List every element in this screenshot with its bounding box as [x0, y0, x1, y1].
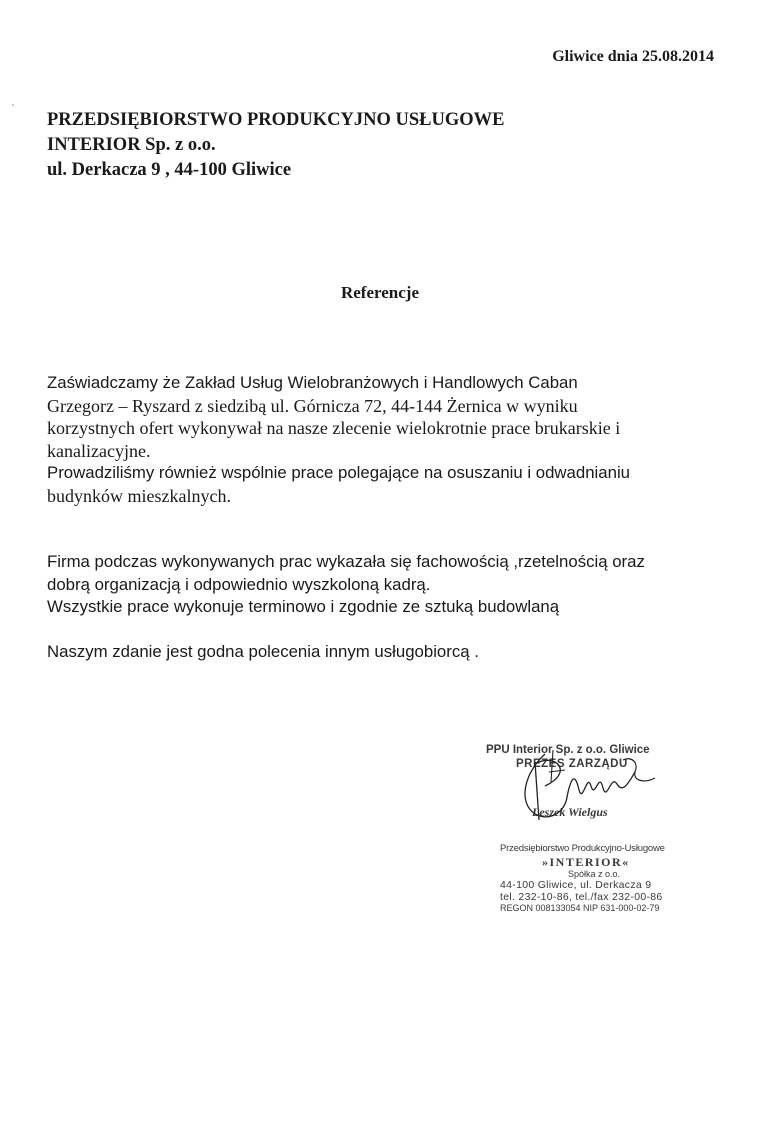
stamp-registry: REGON 008133054 NIP 631-000-02-79 — [500, 903, 660, 913]
stamp-brand: »INTERIOR« — [542, 854, 630, 869]
paragraph-3-line: Wszystkie prace wykonuje terminowo i zgodnie ze sztuką budowlaną — [47, 597, 560, 616]
stamp-phone: tel. 232-10-86, tel./fax 232-00-86 — [500, 890, 663, 903]
handwritten-signature — [505, 742, 675, 832]
paragraph-4: Naszym zdanie jest godna polecenia innym usługobiorcą . — [47, 641, 479, 661]
paragraph-1-line: korzystnych ofert wykonywał na nasze zlecenie wielokrotnie prace brukarskie i — [47, 418, 621, 438]
stamp-line: Spółka z o.o. — [568, 868, 621, 879]
document-title: Referencje — [340, 283, 420, 302]
paragraph-1-line: Grzegorz – Ryszard z siedzibą ul. Górnicza 72, 44-144 Żernica w wyniku — [47, 395, 578, 416]
company-stamp — [500, 843, 710, 915]
paragraph-1-line: kanalizacyjne. — [47, 440, 151, 461]
company-legal-name: INTERIOR Sp. z o.o. — [47, 135, 216, 155]
scan-speck — [12, 104, 14, 106]
company-name-line: PRZEDSIĘBIORSTWO PRODUKCYJNO USŁUGOWE — [47, 110, 505, 130]
stamp-name-line: Leszek Wielgus — [532, 805, 608, 819]
stamp-title-line: PREZES ZARZĄDU — [516, 758, 628, 770]
document-date: Gliwice dnia 25.08.2014 — [552, 48, 714, 65]
paragraph-3-line: Firma podczas wykonywanych prac wykazała się fachowością ,rzetelnością oraz — [47, 552, 645, 571]
company-header — [47, 108, 504, 183]
paragraph-2-line: Prowadziliśmy również wspólnie prace polegające na osuszaniu i odwadnianiu — [47, 463, 631, 482]
paragraph-3-line: dobrą organizacją i odpowiednio wyszkoloną kadrą. — [47, 574, 431, 594]
paragraph-1-line: Zaświadczamy że Zakład Usług Wielobranżowych i Handlowych Caban — [47, 373, 578, 392]
stamp-company-line: PPU Interior Sp. z o.o. Gliwice — [486, 744, 650, 756]
stamp-address: 44-100 Gliwice, ul. Derkacza 9 — [500, 879, 652, 891]
stamp-line: Przedsiębiorstwo Produkcyjno-Usługowe — [500, 843, 665, 854]
company-address: ul. Derkacza 9 , 44-100 Gliwice — [47, 160, 292, 180]
paragraph-2-line: budynków mieszkalnych. — [47, 485, 231, 506]
document-body — [47, 372, 727, 663]
